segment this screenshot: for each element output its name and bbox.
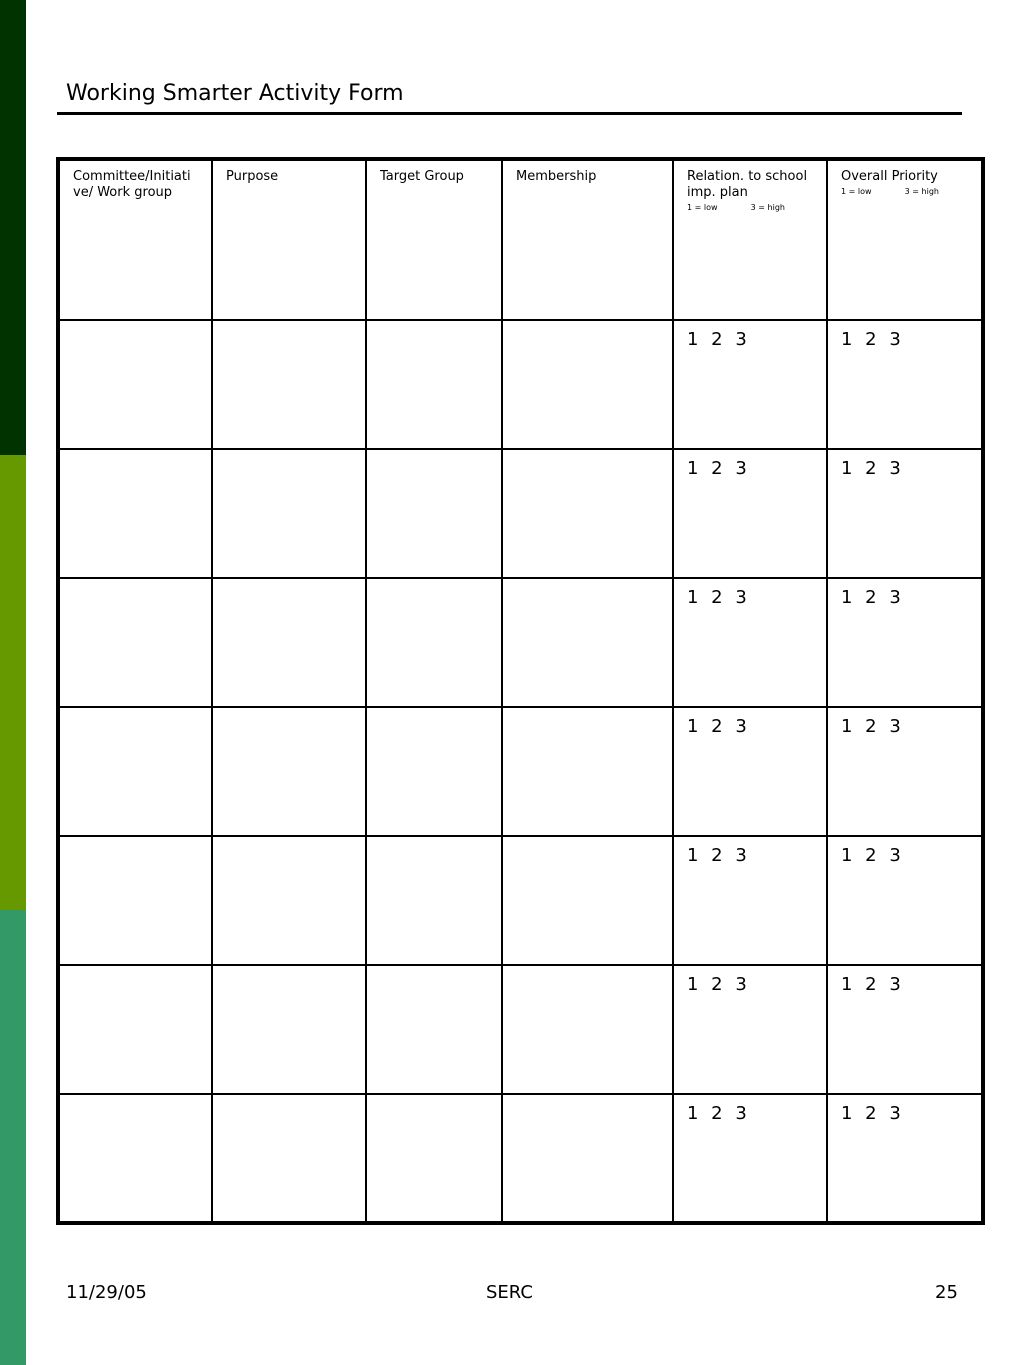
- table-header-row: [58, 159, 983, 320]
- relation-rating-options[interactable]: 1 2 3: [687, 1103, 747, 1124]
- priority-scale-low: 1 = low: [841, 187, 872, 196]
- priority-rating-options[interactable]: 1 2 3: [841, 716, 901, 737]
- footer-organization: SERC: [486, 1282, 533, 1303]
- sidebar-band-dark-green: [0, 0, 26, 455]
- sidebar-band-olive-green: [0, 455, 26, 910]
- membership-cell[interactable]: [502, 449, 673, 578]
- priority-rating-options[interactable]: 1 2 3: [841, 458, 901, 479]
- priority-rating-cell[interactable]: [827, 578, 983, 707]
- table-row: [58, 965, 983, 1094]
- purpose-cell[interactable]: [212, 965, 366, 1094]
- relation-scale-low: 1 = low: [687, 203, 718, 212]
- committee-cell[interactable]: [58, 449, 212, 578]
- priority-rating-options[interactable]: 1 2 3: [841, 845, 901, 866]
- membership-cell[interactable]: [502, 578, 673, 707]
- priority-rating-cell[interactable]: [827, 1094, 983, 1223]
- purpose-cell[interactable]: [212, 707, 366, 836]
- committee-cell[interactable]: [58, 836, 212, 965]
- relation-rating-cell[interactable]: [673, 1094, 827, 1223]
- table-row: [58, 707, 983, 836]
- header-committee: Committee/Initiati ve/ Work group: [58, 159, 212, 320]
- relation-rating-options[interactable]: 1 2 3: [687, 974, 747, 995]
- header-priority-label: Overall Priority: [841, 169, 938, 184]
- target-group-cell[interactable]: [366, 1094, 502, 1223]
- priority-rating-cell[interactable]: [827, 449, 983, 578]
- priority-rating-options[interactable]: 1 2 3: [841, 1103, 901, 1124]
- relation-scale-legend: [687, 203, 785, 213]
- table-row: [58, 449, 983, 578]
- header-membership: Membership: [502, 159, 673, 320]
- purpose-cell[interactable]: [212, 320, 366, 449]
- table-row: [58, 320, 983, 449]
- page-number: 25: [935, 1282, 958, 1303]
- sidebar-band-sea-green: [0, 910, 26, 1365]
- committee-cell[interactable]: [58, 320, 212, 449]
- priority-rating-cell[interactable]: [827, 965, 983, 1094]
- relation-scale-high: 3 = high: [750, 203, 785, 212]
- header-purpose: Purpose: [212, 159, 366, 320]
- committee-cell[interactable]: [58, 578, 212, 707]
- purpose-cell[interactable]: [212, 449, 366, 578]
- table-row: [58, 578, 983, 707]
- priority-rating-options[interactable]: 1 2 3: [841, 974, 901, 995]
- committee-cell[interactable]: [58, 707, 212, 836]
- membership-cell[interactable]: [502, 320, 673, 449]
- priority-rating-options[interactable]: 1 2 3: [841, 329, 901, 350]
- target-group-cell[interactable]: [366, 449, 502, 578]
- membership-cell[interactable]: [502, 1094, 673, 1223]
- membership-cell[interactable]: [502, 836, 673, 965]
- relation-rating-cell[interactable]: [673, 449, 827, 578]
- activity-form-table: [56, 157, 985, 1225]
- purpose-cell[interactable]: [212, 578, 366, 707]
- purpose-cell[interactable]: [212, 1094, 366, 1223]
- priority-rating-cell[interactable]: [827, 707, 983, 836]
- header-overall-priority: [827, 159, 983, 320]
- relation-rating-cell[interactable]: [673, 320, 827, 449]
- relation-rating-cell[interactable]: [673, 707, 827, 836]
- purpose-cell[interactable]: [212, 836, 366, 965]
- relation-rating-cell[interactable]: [673, 965, 827, 1094]
- relation-rating-options[interactable]: 1 2 3: [687, 587, 747, 608]
- header-target-group: Target Group: [366, 159, 502, 320]
- priority-scale-high: 3 = high: [904, 187, 939, 196]
- relation-rating-options[interactable]: 1 2 3: [687, 845, 747, 866]
- relation-rating-options[interactable]: 1 2 3: [687, 329, 747, 350]
- membership-cell[interactable]: [502, 965, 673, 1094]
- target-group-cell[interactable]: [366, 320, 502, 449]
- slide-title: Working Smarter Activity Form: [66, 81, 404, 106]
- priority-scale-legend: [841, 187, 939, 197]
- membership-cell[interactable]: [502, 707, 673, 836]
- relation-rating-options[interactable]: 1 2 3: [687, 458, 747, 479]
- target-group-cell[interactable]: [366, 578, 502, 707]
- target-group-cell[interactable]: [366, 965, 502, 1094]
- sidebar-color-strip: [0, 0, 26, 1365]
- header-relation-label: Relation. to school imp. plan: [687, 169, 808, 200]
- priority-rating-cell[interactable]: [827, 320, 983, 449]
- relation-rating-options[interactable]: 1 2 3: [687, 716, 747, 737]
- priority-rating-options[interactable]: 1 2 3: [841, 587, 901, 608]
- target-group-cell[interactable]: [366, 836, 502, 965]
- header-relation: [673, 159, 827, 320]
- relation-rating-cell[interactable]: [673, 578, 827, 707]
- priority-rating-cell[interactable]: [827, 836, 983, 965]
- relation-rating-cell[interactable]: [673, 836, 827, 965]
- committee-cell[interactable]: [58, 965, 212, 1094]
- footer-date: 11/29/05: [66, 1282, 147, 1303]
- target-group-cell[interactable]: [366, 707, 502, 836]
- title-underline: [57, 112, 962, 115]
- table-row: [58, 1094, 983, 1223]
- committee-cell[interactable]: [58, 1094, 212, 1223]
- table-row: [58, 836, 983, 965]
